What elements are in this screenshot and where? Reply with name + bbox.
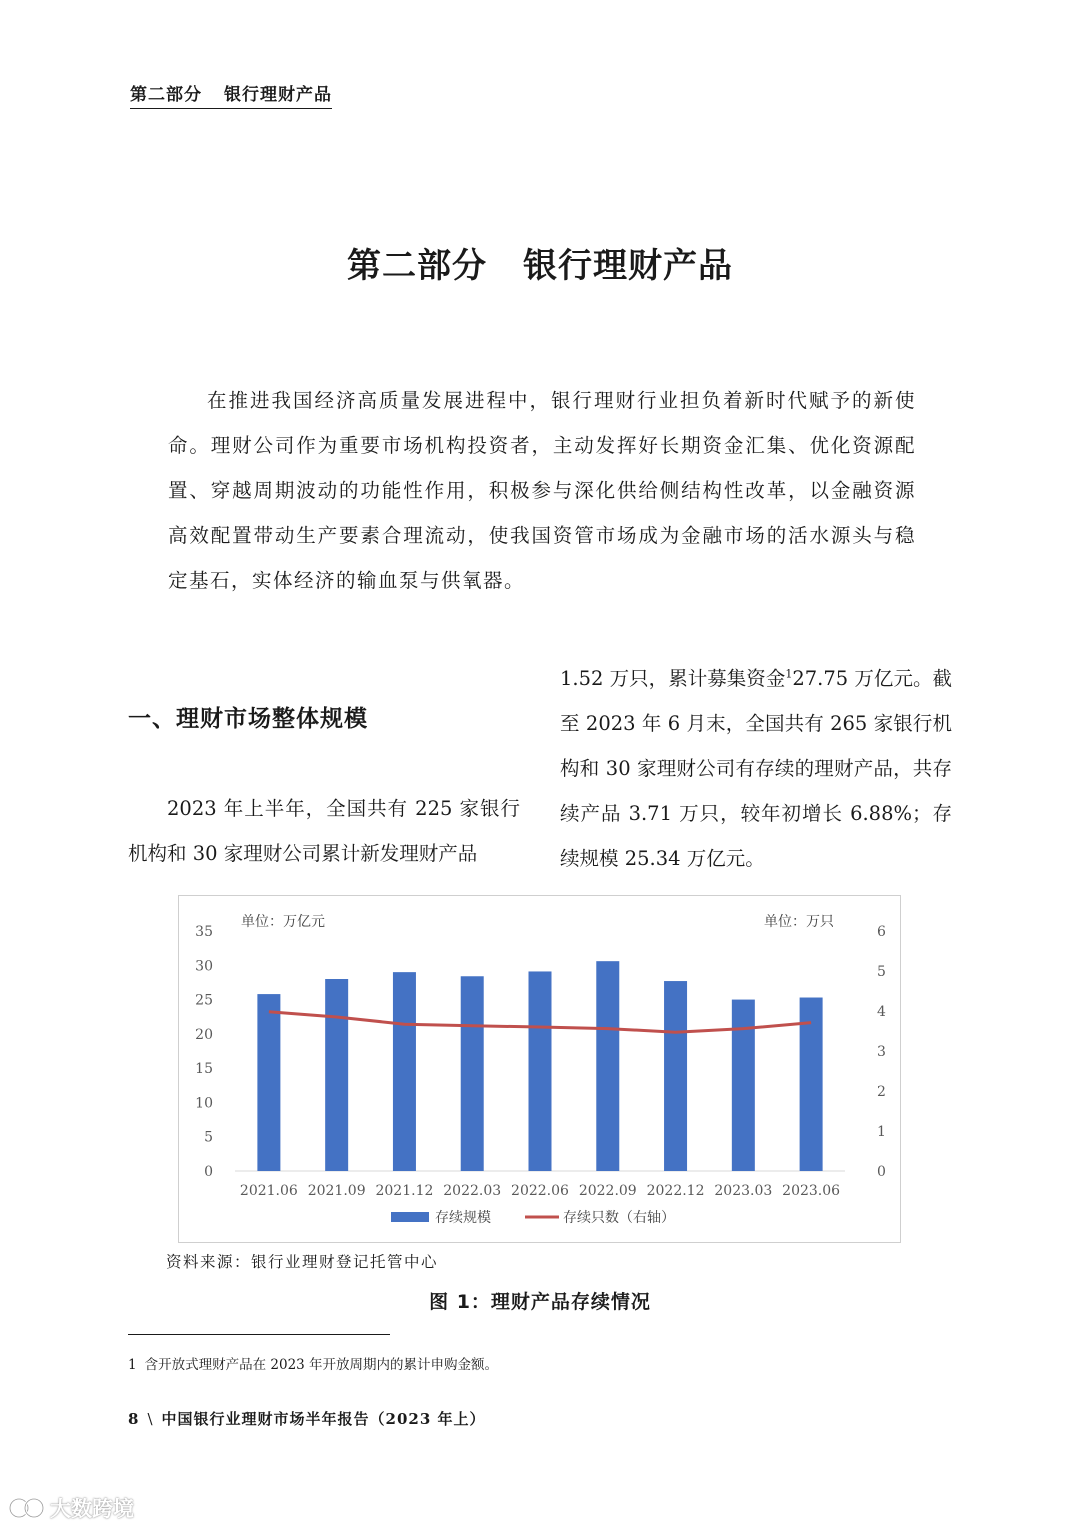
running-header <box>130 80 332 109</box>
source-note: 资料来源：银行业理财登记托管中心 <box>166 1253 439 1271</box>
left-axis-tick: 20 <box>195 1026 213 1043</box>
bar-2021.09 <box>325 979 348 1171</box>
x-axis-tick: 2022.12 <box>646 1183 705 1199</box>
x-axis-tick: 2021.12 <box>375 1183 434 1199</box>
left-axis-tick: 35 <box>195 924 213 940</box>
left-axis-tick: 10 <box>195 1095 213 1112</box>
x-axis-tick: 2023.03 <box>714 1183 773 1199</box>
section-title: 一、理财市场整体规模 <box>128 706 368 732</box>
right-axis-tick: 1 <box>877 1124 886 1140</box>
section-paragraph-right <box>560 656 952 881</box>
bar-2021.12 <box>393 972 416 1171</box>
legend-bar-swatch <box>391 1212 429 1222</box>
right-axis-tick: 5 <box>877 964 886 980</box>
bar-2022.12 <box>664 981 687 1171</box>
x-axis-tick: 2021.09 <box>307 1183 366 1199</box>
part-title-part: 第二部分 <box>347 246 487 286</box>
section-paragraph-left: 2023 年上半年，全国共有 225 家银行机构和 30 家理财公司累计新发理财产品 <box>128 797 520 865</box>
intro-paragraph: 在推进我国经济高质量发展进程中，银行理财行业担负着新时代赋予的新使命。理财公司作为重要市场机构投资者，主动发挥好长期资金汇集、优化资源配置、穿越周期波动的功能性作用，积极参与深化供给侧结构性改革，以金融资源高效配置带动生产要素合理流动，使我国资管市场成为金融市场的活水源头与稳定基石，实体经济的输血泵与供氧器。 <box>168 389 916 592</box>
footnote <box>128 1353 498 1373</box>
legend-bar-label: 存续规模 <box>435 1210 491 1226</box>
left-axis-tick: 30 <box>195 958 213 975</box>
footnote-number: 1 <box>128 1357 137 1373</box>
footnote-text: 含开放式理财产品在 2023 年开放周期内的累计申购金额。 <box>144 1357 499 1373</box>
right-axis-tick: 2 <box>877 1084 886 1100</box>
x-axis-tick: 2022.03 <box>443 1183 502 1199</box>
bar-2023.03 <box>732 1000 755 1171</box>
footnote-divider <box>128 1334 390 1335</box>
watermark <box>8 1493 134 1523</box>
left-axis-tick: 0 <box>204 1164 213 1180</box>
right-axis-tick: 0 <box>877 1164 886 1180</box>
left-axis-unit: 单位：万亿元 <box>241 914 325 930</box>
legend-line-label: 存续只数（右轴） <box>563 1210 675 1226</box>
footer-separator: \ <box>147 1410 154 1428</box>
left-axis-tick: 25 <box>195 992 213 1009</box>
footnote-ref: 1 <box>785 667 793 681</box>
page-footer <box>128 1408 485 1429</box>
part-title-name: 银行理财产品 <box>523 246 733 286</box>
right-axis-tick: 4 <box>877 1004 886 1020</box>
bar-2022.03 <box>461 976 484 1171</box>
x-axis-tick: 2022.06 <box>511 1183 569 1199</box>
bar-2022.06 <box>529 971 552 1171</box>
bar-2022.09 <box>596 961 619 1171</box>
section-paragraph-right-a: 1.52 万只，累计募集资金 <box>560 667 786 690</box>
watermark-text: 大数跨境 <box>50 1497 134 1521</box>
right-axis-unit: 单位：万只 <box>764 914 834 930</box>
running-header-part: 第二部分 <box>130 85 202 105</box>
figure-caption: 图 1：理财产品存续情况 <box>429 1291 651 1313</box>
section-paragraph-right-b: 27.75 万亿元。截至 2023 年 6 月末，全国共有 265 家银行机构和 30 家理财公司有存续的理财产品，共存续产品 3.71 万只，较年初增长 6.88%；存续规模 25.34 万亿元。 <box>560 667 952 870</box>
watermark-logo-icon <box>8 1497 46 1519</box>
bar-2021.06 <box>257 994 280 1171</box>
x-axis-tick: 2023.06 <box>782 1183 841 1199</box>
left-axis-tick: 5 <box>204 1129 213 1146</box>
x-axis-tick: 2022.09 <box>578 1183 637 1199</box>
x-axis-tick: 2021.06 <box>239 1183 298 1199</box>
right-axis-tick: 6 <box>877 924 886 940</box>
part-title <box>0 238 1080 287</box>
footer-title: 中国银行业理财市场半年报告（2023 年上） <box>161 1410 486 1428</box>
left-axis-tick: 15 <box>195 1061 213 1078</box>
chart <box>179 896 900 1242</box>
right-axis-tick: 3 <box>877 1044 886 1060</box>
page-number: 8 <box>128 1410 140 1428</box>
running-header-title: 银行理财产品 <box>224 85 332 105</box>
chart-container <box>178 895 901 1243</box>
